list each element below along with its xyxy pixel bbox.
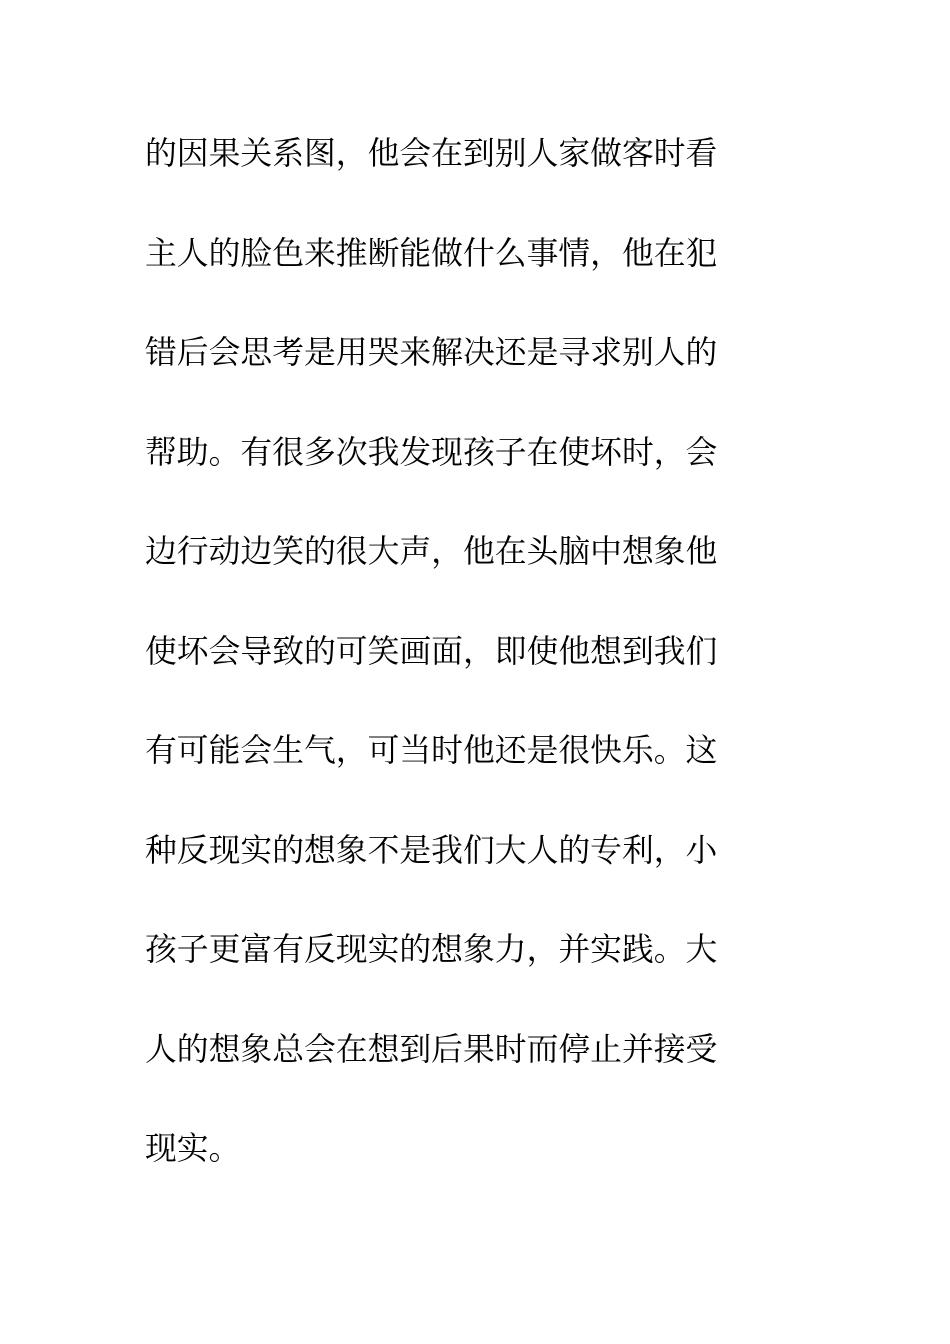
text-line: 使坏会导致的可笑画面，即使他想到我们 [145, 632, 718, 670]
text-line: 种反现实的想象不是我们大人的专利，小 [145, 831, 718, 869]
text-line: 现实。 [145, 1130, 241, 1167]
text-line: 错后会思考是用哭来解决还是寻求别人的 [145, 334, 718, 371]
text-line: 人的想象总会在想到后果时而停止并接受 [145, 1030, 718, 1068]
text-line: 的因果关系图，他会在到别人家做客时看 [145, 135, 718, 172]
text-line: 孩子更富有反现实的想象力，并实践。大 [145, 931, 718, 968]
text-line: 帮助。有很多次我发现孩子在使坏时，会 [145, 433, 718, 471]
paragraph [145, 122, 785, 1217]
text-line: 边行动边笑的很大声，他在头脑中想象他 [145, 533, 718, 570]
text-line: 有可能会生气，可当时他还是很快乐。这 [145, 732, 718, 769]
text-line: 主人的脸色来推断能做什么事情，他在犯 [145, 234, 718, 272]
